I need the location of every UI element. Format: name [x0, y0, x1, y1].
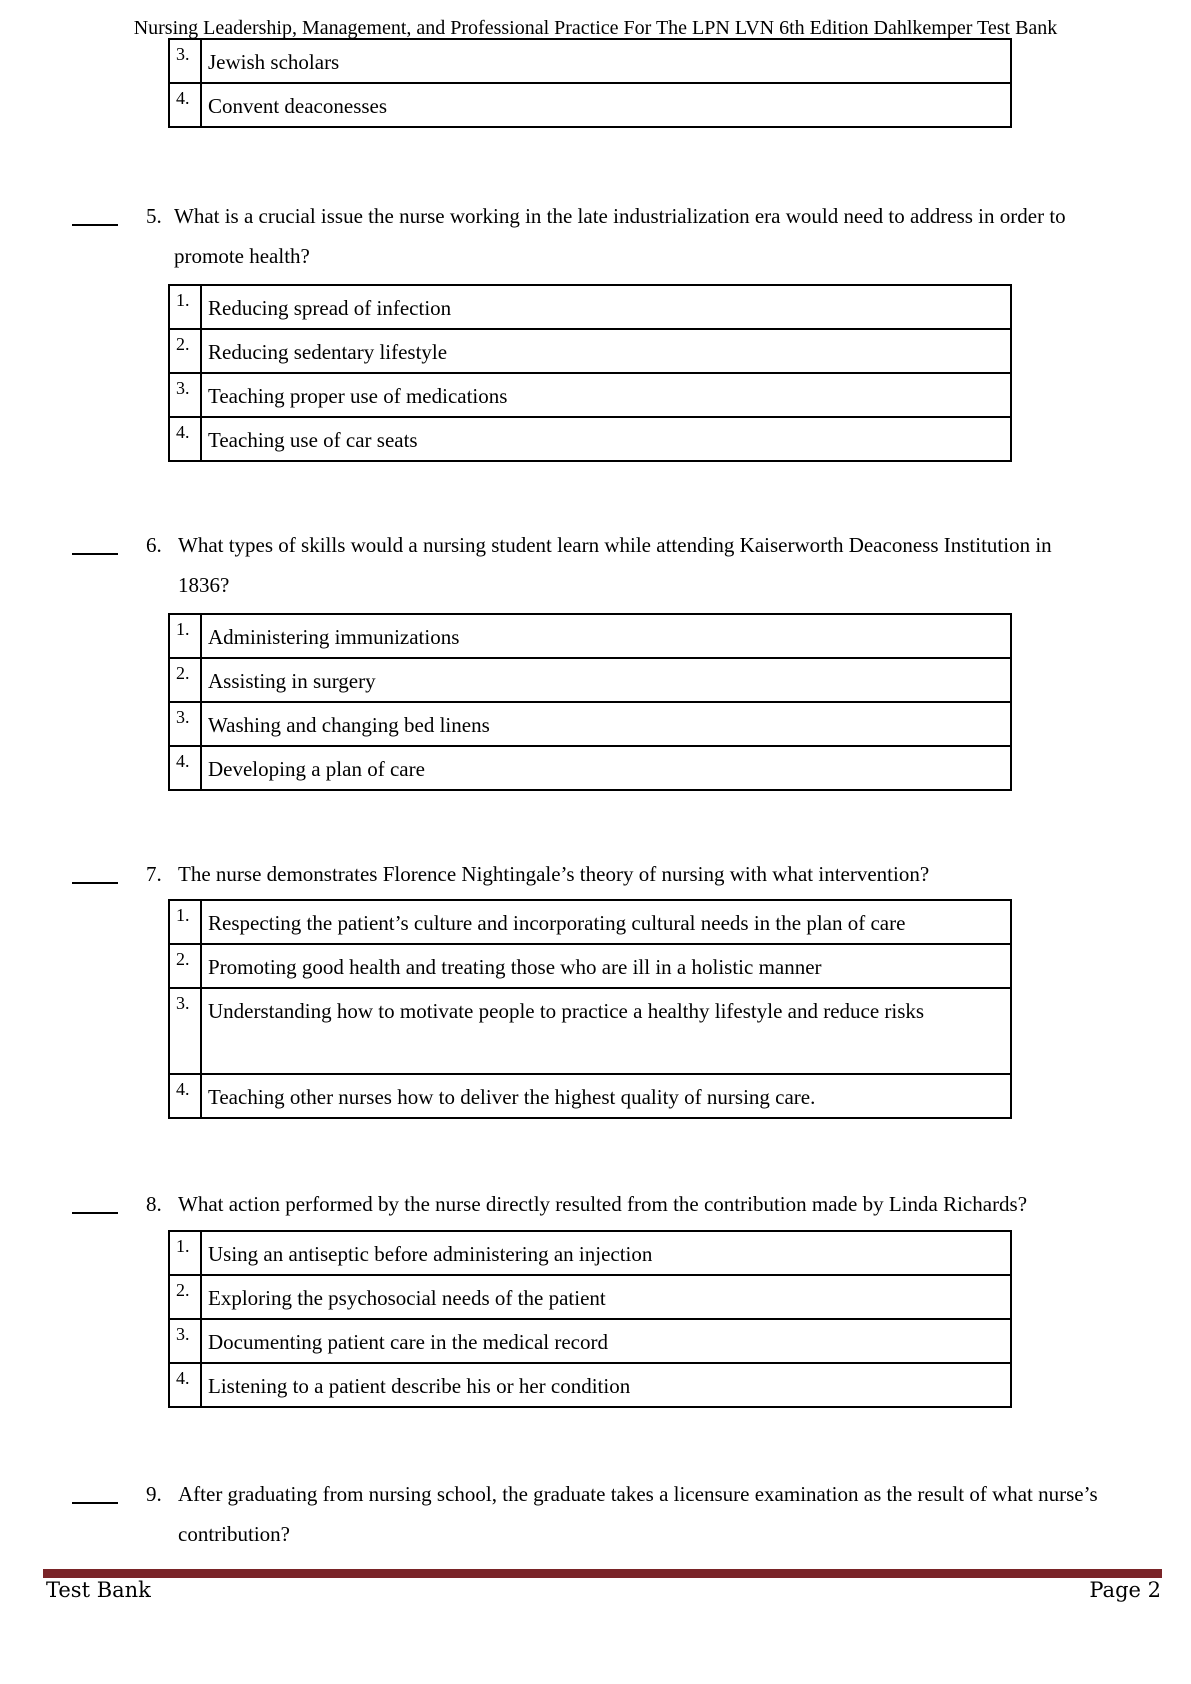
- options-table: [168, 1230, 1012, 1408]
- question-number: 6.: [146, 533, 162, 557]
- question-text: What is a crucial issue the nurse working in the late industrialization era would need to address in order to promote health?: [174, 204, 1066, 268]
- option-number: 2.: [169, 944, 201, 988]
- question-number: 5.: [146, 204, 162, 228]
- answer-blank[interactable]: [72, 553, 118, 555]
- option-text: Respecting the patient’s culture and incorporating cultural needs in the plan of care: [201, 900, 1011, 944]
- option-text: Assisting in surgery: [201, 658, 1011, 702]
- option-number: 4.: [169, 1363, 201, 1407]
- option-row: [169, 702, 1011, 746]
- question-number: 8.: [146, 1192, 162, 1216]
- option-number: 3.: [169, 988, 201, 1074]
- option-row: [169, 1275, 1011, 1319]
- option-row: [169, 329, 1011, 373]
- options-table: [168, 899, 1012, 1119]
- footer-label: Test Bank: [46, 1578, 151, 1602]
- option-row: [169, 83, 1011, 127]
- option-text: Administering immunizations: [201, 614, 1011, 658]
- page-number: Page 2: [1089, 1578, 1161, 1602]
- option-text: Reducing sedentary lifestyle: [201, 329, 1011, 373]
- option-row: [169, 900, 1011, 944]
- question-text: What action performed by the nurse directly resulted from the contribution made by Linda Richards?: [178, 1192, 1028, 1216]
- option-number: 4.: [169, 746, 201, 790]
- option-row: [169, 988, 1011, 1074]
- option-text: Teaching proper use of medications: [201, 373, 1011, 417]
- option-row: [169, 39, 1011, 83]
- option-row: [169, 1363, 1011, 1407]
- option-row: [169, 373, 1011, 417]
- option-number: 2.: [169, 1275, 201, 1319]
- option-text: Documenting patient care in the medical record: [201, 1319, 1011, 1363]
- option-text: Promoting good health and treating those who are ill in a holistic manner: [201, 944, 1011, 988]
- question-number: 9.: [146, 1482, 162, 1506]
- option-row: [169, 1074, 1011, 1118]
- options-table: [168, 613, 1012, 791]
- answer-blank[interactable]: [72, 224, 118, 226]
- option-text: Understanding how to motivate people to practice a healthy lifestyle and reduce risks: [201, 988, 1011, 1074]
- option-text: Listening to a patient describe his or her condition: [201, 1363, 1011, 1407]
- answer-blank[interactable]: [72, 1502, 118, 1504]
- option-row: [169, 614, 1011, 658]
- option-number: 2.: [169, 329, 201, 373]
- options-table: [168, 284, 1012, 462]
- option-text: Reducing spread of infection: [201, 285, 1011, 329]
- footer-rule: [43, 1569, 1162, 1578]
- option-row: [169, 285, 1011, 329]
- option-number: 3.: [169, 1319, 201, 1363]
- question-number: 7.: [146, 862, 162, 886]
- option-row: [169, 417, 1011, 461]
- option-text: Developing a plan of care: [201, 746, 1011, 790]
- option-text: Exploring the psychosocial needs of the patient: [201, 1275, 1011, 1319]
- page-header: Nursing Leadership, Management, and Professional Practice For The LPN LVN 6th Edition Dahlkemper Test Bank: [133, 17, 1058, 39]
- option-number: 3.: [169, 702, 201, 746]
- question-text: The nurse demonstrates Florence Nightingale’s theory of nursing with what intervention?: [178, 862, 930, 886]
- option-row: [169, 658, 1011, 702]
- question-text: After graduating from nursing school, the graduate takes a licensure examination as the result of what nurse’s contribution?: [178, 1482, 1098, 1546]
- option-row: [169, 944, 1011, 988]
- option-row: [169, 1231, 1011, 1275]
- option-number: 1.: [169, 1231, 201, 1275]
- option-text: Using an antiseptic before administering an injection: [201, 1231, 1011, 1275]
- option-number: 1.: [169, 614, 201, 658]
- carryover-options-table: [168, 38, 1012, 128]
- option-text: Washing and changing bed linens: [201, 702, 1011, 746]
- option-number: 3.: [169, 39, 201, 83]
- option-number: 1.: [169, 900, 201, 944]
- option-text: Convent deaconesses: [201, 83, 1011, 127]
- option-row: [169, 746, 1011, 790]
- option-number: 4.: [169, 417, 201, 461]
- option-number: 1.: [169, 285, 201, 329]
- option-text: Teaching other nurses how to deliver the highest quality of nursing care.: [201, 1074, 1011, 1118]
- option-text: Jewish scholars: [201, 39, 1011, 83]
- option-row: [169, 1319, 1011, 1363]
- option-number: 2.: [169, 658, 201, 702]
- option-number: 3.: [169, 373, 201, 417]
- option-number: 4.: [169, 1074, 201, 1118]
- option-text: Teaching use of car seats: [201, 417, 1011, 461]
- option-number: 4.: [169, 83, 201, 127]
- answer-blank[interactable]: [72, 882, 118, 884]
- answer-blank[interactable]: [72, 1212, 118, 1214]
- question-text: What types of skills would a nursing student learn while attending Kaiserworth Deaconess Institution in 1836?: [178, 533, 1052, 597]
